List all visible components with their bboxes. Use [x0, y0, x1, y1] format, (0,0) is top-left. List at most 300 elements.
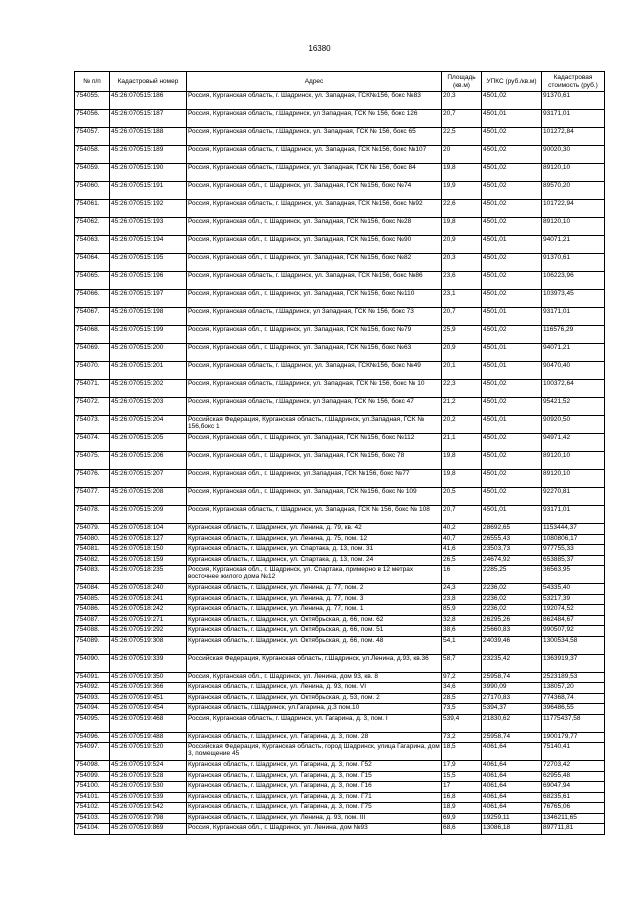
upks-cell: 5394,37	[482, 704, 542, 715]
area-cell: 32,8	[442, 615, 482, 626]
upks-cell: 4061,64	[482, 771, 542, 782]
table-row	[75, 488, 605, 506]
table-row	[75, 164, 605, 182]
row-number-cell: 754094.	[75, 704, 110, 715]
row-number-cell: 754081.	[75, 545, 110, 556]
cadastral-value-cell: 100372,64	[542, 380, 605, 398]
row-number-cell: 754097.	[75, 743, 110, 761]
table-row	[75, 626, 605, 637]
row-number-cell: 754089.	[75, 636, 110, 654]
cadastral-number-cell: 45:26:070515:205	[110, 434, 187, 452]
page-number: 16380	[308, 44, 331, 53]
area-cell: 58,7	[442, 654, 482, 672]
table-row	[75, 272, 605, 290]
address-cell: Россия, Курганская область, г.Шадринск, ул. Западная, ГСК № 156, бокс № 10	[187, 380, 442, 398]
row-number-cell: 754070.	[75, 362, 110, 380]
cadastral-value-cell: 89120,10	[542, 470, 605, 488]
cadastral-number-cell: 45:26:070515:206	[110, 452, 187, 470]
table-row	[75, 605, 605, 616]
cadastral-value-cell: 36563,95	[542, 566, 605, 584]
cadastral-number-cell: 45:26:070519:869	[110, 824, 187, 835]
address-cell: Курганская область, г. Шадринск, ул. Гагарина, д. 3, пом. Г71	[187, 792, 442, 803]
upks-cell: 4501,02	[482, 182, 542, 200]
area-cell: 26,5	[442, 555, 482, 566]
upks-cell: 4501,02	[482, 380, 542, 398]
row-number-cell: 754093.	[75, 693, 110, 704]
table-row	[75, 146, 605, 164]
cadastral-value-cell: 90920,50	[542, 416, 605, 434]
row-number-cell: 754078.	[75, 506, 110, 524]
table-row	[75, 743, 605, 761]
row-number-cell: 754074.	[75, 434, 110, 452]
row-number-cell: 754082.	[75, 555, 110, 566]
area-cell: 19,8	[442, 218, 482, 236]
area-cell: 22,6	[442, 200, 482, 218]
area-cell: 20,7	[442, 506, 482, 524]
area-cell: 20,2	[442, 416, 482, 434]
cadastral-number-cell: 45:26:070519:454	[110, 704, 187, 715]
area-cell: 41,6	[442, 545, 482, 556]
table-row	[75, 326, 605, 344]
header-area: Площадь (кв.м)	[442, 72, 482, 92]
cadastral-value-cell: 977755,33	[542, 545, 605, 556]
cadastral-value-cell: 990507,92	[542, 626, 605, 637]
table-row	[75, 654, 605, 672]
upks-cell: 24674,92	[482, 555, 542, 566]
upks-cell: 4061,64	[482, 782, 542, 793]
address-cell: Курганская область, г. Шадринск, ул. Гагарина, д. 3, пом. Г16	[187, 782, 442, 793]
address-cell: Россия, Курганская обл., г. Шадринск, ул. Западная, ГСК №156, бокс №112	[187, 434, 442, 452]
cadastral-number-cell: 45:26:070515:200	[110, 344, 187, 362]
table-row	[75, 732, 605, 743]
row-number-cell: 754071.	[75, 380, 110, 398]
cadastral-value-cell: 93171,01	[542, 308, 605, 326]
cadastral-value-cell: 94071,21	[542, 344, 605, 362]
cadastral-value-cell: 75140,41	[542, 743, 605, 761]
upks-cell: 25660,83	[482, 626, 542, 637]
cadastral-value-cell: 90020,30	[542, 146, 605, 164]
cadastral-number-cell: 45:26:070515:209	[110, 506, 187, 524]
upks-cell: 2236,02	[482, 594, 542, 605]
cadastral-value-cell: 1300534,58	[542, 636, 605, 654]
row-number-cell: 754069.	[75, 344, 110, 362]
cadastral-number-cell: 45:26:070519:530	[110, 782, 187, 793]
address-cell: Россия, Курганская область, г.Шадринск, ул. Западная, ГСК № 156, бокс 65	[187, 128, 442, 146]
upks-cell: 4501,02	[482, 452, 542, 470]
table-row	[75, 200, 605, 218]
row-number-cell: 754085.	[75, 594, 110, 605]
table-row	[75, 362, 605, 380]
row-number-cell: 754090.	[75, 654, 110, 672]
table-row	[75, 290, 605, 308]
address-cell: Курганская область, г. Шадринск, ул. Ленина, д. 77, пом. 1	[187, 605, 442, 616]
cadastral-number-cell: 45:26:070518:159	[110, 555, 187, 566]
upks-cell: 4501,02	[482, 200, 542, 218]
cadastral-value-cell: 192074,52	[542, 605, 605, 616]
cadastral-value-cell: 72703,42	[542, 761, 605, 772]
upks-cell: 13086,18	[482, 824, 542, 835]
cadastral-number-cell: 45:26:070519:308	[110, 636, 187, 654]
table-row	[75, 506, 605, 524]
address-cell: Россия, Курганская область, г. Шадринск, ул. Западная, ГСК №156, бокс №92	[187, 200, 442, 218]
table-header-row	[75, 72, 605, 92]
upks-cell: 4501,02	[482, 128, 542, 146]
address-cell: Курганская область, г. Шадринск, ул. Октябрьская, д. 66, пом. 48	[187, 636, 442, 654]
row-number-cell: 754064.	[75, 254, 110, 272]
row-number-cell: 754087.	[75, 615, 110, 626]
cadastral-value-cell: 1153444,37	[542, 524, 605, 535]
area-cell: 34,6	[442, 683, 482, 694]
cadastral-value-cell: 101722,94	[542, 200, 605, 218]
upks-cell: 4501,02	[482, 290, 542, 308]
address-cell: Россия, Курганская область, г. Шадринск, ул. Западная, ГСК №156, бокс №86	[187, 272, 442, 290]
row-number-cell: 754100.	[75, 782, 110, 793]
row-number-cell: 754104.	[75, 824, 110, 835]
area-cell: 20,1	[442, 362, 482, 380]
cadastral-value-cell: 92270,81	[542, 488, 605, 506]
address-cell: Курганская область, г. Шадринск, ул. Ленина, д. 93, пом. III	[187, 813, 442, 824]
area-cell: 24,3	[442, 584, 482, 595]
address-cell: Курганская область, г. Шадринск, ул. Ленина, д. 79, кв. 42	[187, 524, 442, 535]
area-cell: 18,9	[442, 803, 482, 814]
table-row	[75, 672, 605, 683]
cadastral-number-cell: 45:26:070519:488	[110, 732, 187, 743]
cadastral-value-cell: 396486,55	[542, 704, 605, 715]
upks-cell: 25958,74	[482, 732, 542, 743]
row-number-cell: 754103.	[75, 813, 110, 824]
cadastral-number-cell: 45:26:070519:271	[110, 615, 187, 626]
upks-cell: 4501,02	[482, 218, 542, 236]
table-row	[75, 693, 605, 704]
area-cell: 19,8	[442, 164, 482, 182]
area-cell: 20,9	[442, 236, 482, 254]
row-number-cell: 754076.	[75, 470, 110, 488]
cadastral-number-cell: 45:26:070515:208	[110, 488, 187, 506]
cadastral-value-cell: 89120,10	[542, 452, 605, 470]
upks-cell: 4501,01	[482, 110, 542, 128]
table-row	[75, 308, 605, 326]
address-cell: Курганская область, г.Шадринск, ул.Гагарина, д.3 пом.10	[187, 704, 442, 715]
row-number-cell: 754095.	[75, 714, 110, 732]
area-cell: 16	[442, 566, 482, 584]
cadastral-number-cell: 45:26:070518:150	[110, 545, 187, 556]
row-number-cell: 754057.	[75, 128, 110, 146]
cadastral-number-cell: 45:26:070515:195	[110, 254, 187, 272]
upks-cell: 2236,02	[482, 584, 542, 595]
table-row	[75, 182, 605, 200]
cadastral-number-cell: 45:26:070515:189	[110, 146, 187, 164]
area-cell: 20,7	[442, 308, 482, 326]
cadastral-number-cell: 45:26:070519:350	[110, 672, 187, 683]
cadastral-value-cell: 90470,40	[542, 362, 605, 380]
address-cell: Курганская область, г. Шадринск, ул. Октябрьская, д. 53, пом. 2	[187, 693, 442, 704]
area-cell: 20,5	[442, 488, 482, 506]
address-cell: Россия, Курганская обл., г. Шадринск, ул. Западная, ГСК №156, бокс №79	[187, 326, 442, 344]
upks-cell: 4501,02	[482, 488, 542, 506]
table-row	[75, 344, 605, 362]
area-cell: 19,9	[442, 182, 482, 200]
upks-cell: 4061,64	[482, 743, 542, 761]
address-cell: Курганская область, г. Шадринск, ул. Ленина, д. 77, пом. 3	[187, 594, 442, 605]
row-number-cell: 754062.	[75, 218, 110, 236]
upks-cell: 4501,01	[482, 506, 542, 524]
address-cell: Российская Федерация, Курганская область, город Шадринск, улица Гагарина, дом 3, помещение 45	[187, 743, 442, 761]
table-row	[75, 792, 605, 803]
cadastral-value-cell: 1363919,37	[542, 654, 605, 672]
cadastral-number-cell: 45:26:070515:199	[110, 326, 187, 344]
cadastral-value-cell: 76765,06	[542, 803, 605, 814]
row-number-cell: 754058.	[75, 146, 110, 164]
cadastral-value-cell: 11775437,58	[542, 714, 605, 732]
upks-cell: 4501,02	[482, 164, 542, 182]
table-row	[75, 545, 605, 556]
header-cadastral-value: Кадастровая стоимость (руб.)	[542, 72, 605, 92]
row-number-cell: 754072.	[75, 398, 110, 416]
table-row	[75, 380, 605, 398]
header-row-number: № п/п	[75, 72, 110, 92]
row-number-cell: 754056.	[75, 110, 110, 128]
address-cell: Россия, Курганская область, г. Шадринск, ул. Западная, ГСК № 156, бокс № 108	[187, 506, 442, 524]
area-cell: 20	[442, 146, 482, 164]
table-row	[75, 824, 605, 835]
table-row	[75, 534, 605, 545]
cadastral-value-cell: 94071,21	[542, 236, 605, 254]
row-number-cell: 754077.	[75, 488, 110, 506]
cadastral-number-cell: 45:26:070519:539	[110, 792, 187, 803]
cadastral-value-cell: 103973,45	[542, 290, 605, 308]
cadastral-number-cell: 45:26:070519:366	[110, 683, 187, 694]
address-cell: Курганская область, г. Шадринск, ул. Гагарина, д. 3, пом. 28	[187, 732, 442, 743]
row-number-cell: 754102.	[75, 803, 110, 814]
address-cell: Курганская область, г. Шадринск, ул. Спартака, д. 13, пом. 31	[187, 545, 442, 556]
address-cell: Россия, Курганская обл., г. Шадринск, ул. Западная, ГСК №156, бокс 78	[187, 452, 442, 470]
cadastral-number-cell: 45:26:070515:187	[110, 110, 187, 128]
upks-cell: 2236,02	[482, 605, 542, 616]
table-row	[75, 771, 605, 782]
table-row	[75, 254, 605, 272]
address-cell: Россия, Курганская обл., г. Шадринск, ул. Западная, ГСК №156, бокс № 109	[187, 488, 442, 506]
cadastral-number-cell: 45:26:070519:339	[110, 654, 187, 672]
address-cell: Россия, Курганская обл., г. Шадринск, ул. Западная, ГСК №156, бокс №110	[187, 290, 442, 308]
table-row	[75, 92, 605, 110]
cadastral-value-cell: 101272,84	[542, 128, 605, 146]
table-row	[75, 452, 605, 470]
address-cell: Россия, Курганская область, г. Шадринск, ул. Западная, ГСК№156, бокс №83	[187, 92, 442, 110]
upks-cell: 4501,02	[482, 326, 542, 344]
cadastral-value-cell: 69047,94	[542, 782, 605, 793]
cadastral-number-cell: 45:26:070519:468	[110, 714, 187, 732]
table-row	[75, 584, 605, 595]
cadastral-number-cell: 45:26:070518:104	[110, 524, 187, 535]
area-cell: 85,9	[442, 605, 482, 616]
address-cell: Россия, Курганская обл., г. Шадринск, ул. Спартака, примерно в 12 метрах восточнее жилого дома №12	[187, 566, 442, 584]
cadastral-number-cell: 45:26:070515:188	[110, 128, 187, 146]
row-number-cell: 754066.	[75, 290, 110, 308]
header-address: Адрес	[187, 72, 442, 92]
table-row	[75, 566, 605, 584]
upks-cell: 4501,02	[482, 398, 542, 416]
address-cell: Россия, Курганская обл., г. Шадринск, ул.Западная, ГСК №156, бокс №77	[187, 470, 442, 488]
cadastral-number-cell: 45:26:070518:127	[110, 534, 187, 545]
area-cell: 20,9	[442, 344, 482, 362]
upks-cell: 23235,42	[482, 654, 542, 672]
area-cell: 22,3	[442, 380, 482, 398]
area-cell: 20,7	[442, 110, 482, 128]
table-row	[75, 236, 605, 254]
cadastral-number-cell: 45:26:070515:198	[110, 308, 187, 326]
area-cell: 38,6	[442, 626, 482, 637]
address-cell: Россия, Курганская обл., г. Шадринск, ул. Западная, ГСК №156, бокс №74	[187, 182, 442, 200]
upks-cell: 4501,02	[482, 146, 542, 164]
row-number-cell: 754098.	[75, 761, 110, 772]
table-row	[75, 813, 605, 824]
table-row	[75, 555, 605, 566]
cadastral-number-cell: 45:26:070518:242	[110, 605, 187, 616]
table-row	[75, 434, 605, 452]
upks-cell: 28692,65	[482, 524, 542, 535]
area-cell: 18,5	[442, 743, 482, 761]
table-row	[75, 636, 605, 654]
address-cell: Россия, Курганская область, г.Шадринск, ул. Западная, ГСК № 156, бокс 84	[187, 164, 442, 182]
upks-cell: 4501,02	[482, 254, 542, 272]
upks-cell: 4501,01	[482, 362, 542, 380]
upks-cell: 27170,83	[482, 693, 542, 704]
row-number-cell: 754091.	[75, 672, 110, 683]
cadastral-number-cell: 45:26:070519:528	[110, 771, 187, 782]
upks-cell: 24039,46	[482, 636, 542, 654]
cadastral-register-table	[74, 71, 605, 835]
area-cell: 22,5	[442, 128, 482, 146]
area-cell: 54,1	[442, 636, 482, 654]
address-cell: Россия, Курганская обл., г. Шадринск, ул. Западная, ГСК №156, бокс №90	[187, 236, 442, 254]
row-number-cell: 754073.	[75, 416, 110, 434]
upks-cell: 4501,01	[482, 416, 542, 434]
area-cell: 17	[442, 782, 482, 793]
cadastral-number-cell: 45:26:070515:202	[110, 380, 187, 398]
cadastral-value-cell: 94971,42	[542, 434, 605, 452]
row-number-cell: 754088.	[75, 626, 110, 637]
area-cell: 23,6	[442, 272, 482, 290]
table-row	[75, 416, 605, 434]
table-row	[75, 683, 605, 694]
table-row	[75, 761, 605, 772]
cadastral-number-cell: 45:26:070519:520	[110, 743, 187, 761]
cadastral-number-cell: 45:26:070518:235	[110, 566, 187, 584]
area-cell: 19,8	[442, 452, 482, 470]
table-row	[75, 524, 605, 535]
area-cell: 73,2	[442, 732, 482, 743]
address-cell: Курганская область, г. Шадринск, ул. Гагарина, д. 3, пом. Г75	[187, 803, 442, 814]
upks-cell: 21830,62	[482, 714, 542, 732]
cadastral-value-cell: 53217,39	[542, 594, 605, 605]
upks-cell: 4061,64	[482, 803, 542, 814]
row-number-cell: 754083.	[75, 566, 110, 584]
area-cell: 25,9	[442, 326, 482, 344]
row-number-cell: 754101.	[75, 792, 110, 803]
address-cell: Россия, Курганская область, г. Шадринск, ул. Западная, ГСК №156, бокс №107	[187, 146, 442, 164]
cadastral-value-cell: 91370,61	[542, 92, 605, 110]
area-cell: 23,8	[442, 594, 482, 605]
header-upks: УПКС (руб./кв.м)	[482, 72, 542, 92]
cadastral-number-cell: 45:26:070519:542	[110, 803, 187, 814]
cadastral-value-cell: 116576,29	[542, 326, 605, 344]
address-cell: Россия, Курганская область, г. Шадринск, ул. Гагарина, д. 3, пом. I	[187, 714, 442, 732]
area-cell: 19,8	[442, 470, 482, 488]
cadastral-number-cell: 45:26:070515:207	[110, 470, 187, 488]
area-cell: 23,1	[442, 290, 482, 308]
upks-cell: 26555,43	[482, 534, 542, 545]
row-number-cell: 754086.	[75, 605, 110, 616]
upks-cell: 4061,64	[482, 792, 542, 803]
address-cell: Россия, Курганская область, г.Шадринск, ул Западная, ГСК № 156, бокс 73	[187, 308, 442, 326]
cadastral-value-cell: 138057,20	[542, 683, 605, 694]
table-row	[75, 782, 605, 793]
table-row	[75, 218, 605, 236]
cadastral-value-cell: 862484,67	[542, 615, 605, 626]
upks-cell: 3990,09	[482, 683, 542, 694]
table-row	[75, 128, 605, 146]
cadastral-value-cell: 89120,10	[542, 164, 605, 182]
area-cell: 40,7	[442, 534, 482, 545]
cadastral-number-cell: 45:26:070515:190	[110, 164, 187, 182]
upks-cell: 4501,01	[482, 308, 542, 326]
table-row	[75, 594, 605, 605]
row-number-cell: 754067.	[75, 308, 110, 326]
table-row	[75, 704, 605, 715]
cadastral-number-cell: 45:26:070515:192	[110, 200, 187, 218]
area-cell: 69,9	[442, 813, 482, 824]
address-cell: Россия, Курганская обл., г. Шадринск, ул. Ленина, дом 93, кв. 8	[187, 672, 442, 683]
upks-cell: 4501,02	[482, 470, 542, 488]
table-row	[75, 803, 605, 814]
cadastral-value-cell: 62955,48	[542, 771, 605, 782]
area-cell: 73,5	[442, 704, 482, 715]
cadastral-number-cell: 45:26:070518:241	[110, 594, 187, 605]
cadastral-number-cell: 45:26:070518:240	[110, 584, 187, 595]
row-number-cell: 754055.	[75, 92, 110, 110]
upks-cell: 26295,26	[482, 615, 542, 626]
header-cadastral-number: Кадастровый номер	[110, 72, 187, 92]
row-number-cell: 754075.	[75, 452, 110, 470]
cadastral-value-cell: 91370,61	[542, 254, 605, 272]
area-cell: 28,5	[442, 693, 482, 704]
cadastral-number-cell: 45:26:070515:186	[110, 92, 187, 110]
cadastral-value-cell: 1080806,17	[542, 534, 605, 545]
cadastral-number-cell: 45:26:070515:203	[110, 398, 187, 416]
row-number-cell: 754096.	[75, 732, 110, 743]
cadastral-number-cell: 45:26:070515:193	[110, 218, 187, 236]
cadastral-number-cell: 45:26:070515:194	[110, 236, 187, 254]
address-cell: Курганская область, г. Шадринск, ул. Ленина, д. 93, пом. VI	[187, 683, 442, 694]
cadastral-value-cell: 68235,61	[542, 792, 605, 803]
cadastral-value-cell: 89570,20	[542, 182, 605, 200]
row-number-cell: 754084.	[75, 584, 110, 595]
cadastral-number-cell: 45:26:070519:292	[110, 626, 187, 637]
row-number-cell: 754092.	[75, 683, 110, 694]
address-cell: Россия, Курганская обл., г. Шадринск, ул. Ленина, дом №93	[187, 824, 442, 835]
cadastral-value-cell: 2523189,53	[542, 672, 605, 683]
area-cell: 68,6	[442, 824, 482, 835]
area-cell: 16,8	[442, 792, 482, 803]
table-row	[75, 714, 605, 732]
table-row	[75, 615, 605, 626]
cadastral-number-cell: 45:26:070515:191	[110, 182, 187, 200]
cadastral-value-cell: 774368,74	[542, 693, 605, 704]
address-cell: Курганская область, г. Шадринск, ул. Ленина, д. 77, пом. 2	[187, 584, 442, 595]
upks-cell: 4501,01	[482, 344, 542, 362]
table-row	[75, 110, 605, 128]
cadastral-value-cell: 1900179,77	[542, 732, 605, 743]
